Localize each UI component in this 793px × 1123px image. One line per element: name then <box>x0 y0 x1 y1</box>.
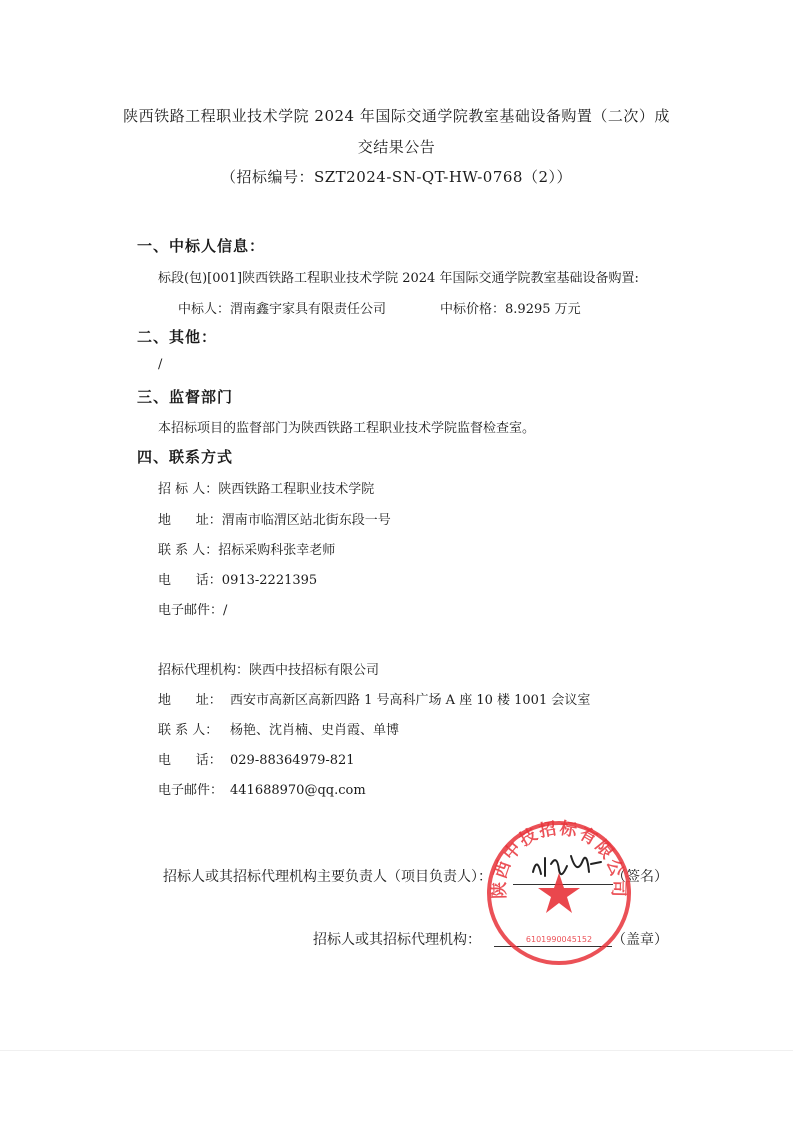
lot-description: 标段(包)[001]陕西铁路工程职业技术学院 2024 年国际交通学院教室基础设备购置: <box>158 271 639 286</box>
agency-email: 441688970@qq.com <box>230 783 366 798</box>
agency-contact-row <box>158 719 399 738</box>
winner-name: 渭南鑫宇家具有限责任公司 <box>230 302 387 317</box>
agency-phone-label: 电 话： <box>158 753 222 768</box>
doc-title-line1: 陕西铁路工程职业技术学院 2024 年国际交通学院教室基础设备购置（二次）成 <box>123 107 670 125</box>
tenderer-phone-row <box>158 569 317 588</box>
section2-content: / <box>158 357 163 372</box>
tenderer-contact-row <box>158 539 335 558</box>
page-footer-divider <box>0 1050 793 1051</box>
signature-line1-suffix: （签名） <box>612 869 668 885</box>
tenderer-name-label: 招 标 人： <box>158 482 219 497</box>
tenderer-address: 渭南市临渭区站北街东段一号 <box>221 513 391 528</box>
section2-heading: 二、其他： <box>137 328 218 346</box>
agency-name-row <box>158 659 379 678</box>
tenderer-email: / <box>223 603 228 618</box>
section3-heading: 三、监督部门 <box>137 388 234 406</box>
agency-address: 西安市高新区高新四路 1 号高科广场 A 座 10 楼 1001 会议室 <box>230 693 591 708</box>
agency-phone: 029-88364979-821 <box>230 753 355 768</box>
section4-heading: 四、联系方式 <box>137 448 234 466</box>
price-value: 8.9295 万元 <box>505 302 581 317</box>
tenderer-email-row <box>158 599 227 618</box>
agency-email-label: 电子邮件： <box>158 783 224 798</box>
tenderer-contact: 招标采购科张幸老师 <box>218 543 336 558</box>
price-row <box>440 298 581 317</box>
seal-number: 6101990045152 <box>525 935 593 944</box>
signature-line1-text: 招标人或其招标代理机构主要负责人（项目负责人）： <box>163 869 492 885</box>
tenderer-email-label: 电子邮件： <box>158 603 224 618</box>
agency-name: 陕西中技招标有限公司 <box>249 663 380 678</box>
winner-row <box>178 298 386 317</box>
agency-address-label: 地 址： <box>158 693 222 708</box>
seal-star-icon <box>538 873 580 913</box>
agency-contact: 杨艳、沈肖楠、史肖霞、单博 <box>230 723 400 738</box>
tenderer-phone: 0913-2221395 <box>221 573 318 588</box>
agency-address-row <box>158 689 590 708</box>
section1-heading: 一、中标人信息： <box>137 237 266 255</box>
agency-phone-row <box>158 749 355 768</box>
winner-label: 中标人： <box>178 302 231 317</box>
doc-title-line3: （招标编号：SZT2024-SN-QT-HW-0768（2）） <box>220 168 573 186</box>
tenderer-name: 陕西铁路工程职业技术学院 <box>218 482 375 497</box>
tenderer-phone-label: 电 话： <box>158 573 222 588</box>
signature-line2-text: 招标人或其招标代理机构： <box>313 932 481 948</box>
doc-title-line2: 交结果公告 <box>357 138 436 156</box>
seal-text: 陕西中技招标有限公司 <box>489 818 629 900</box>
price-label: 中标价格： <box>440 302 506 317</box>
tenderer-address-label: 地 址： <box>158 513 222 528</box>
tenderer-contact-label: 联 系 人： <box>158 543 219 558</box>
signature-line2-suffix: （盖章） <box>612 932 668 948</box>
tenderer-name-row <box>158 478 374 497</box>
agency-name-label: 招标代理机构： <box>158 663 250 678</box>
agency-email-row <box>158 779 366 798</box>
agency-contact-label: 联 系 人： <box>158 723 219 738</box>
tenderer-address-row <box>158 509 391 528</box>
section3-content: 本招标项目的监督部门为陕西铁路工程职业技术学院监督检查室。 <box>158 421 536 436</box>
official-seal <box>484 818 634 968</box>
